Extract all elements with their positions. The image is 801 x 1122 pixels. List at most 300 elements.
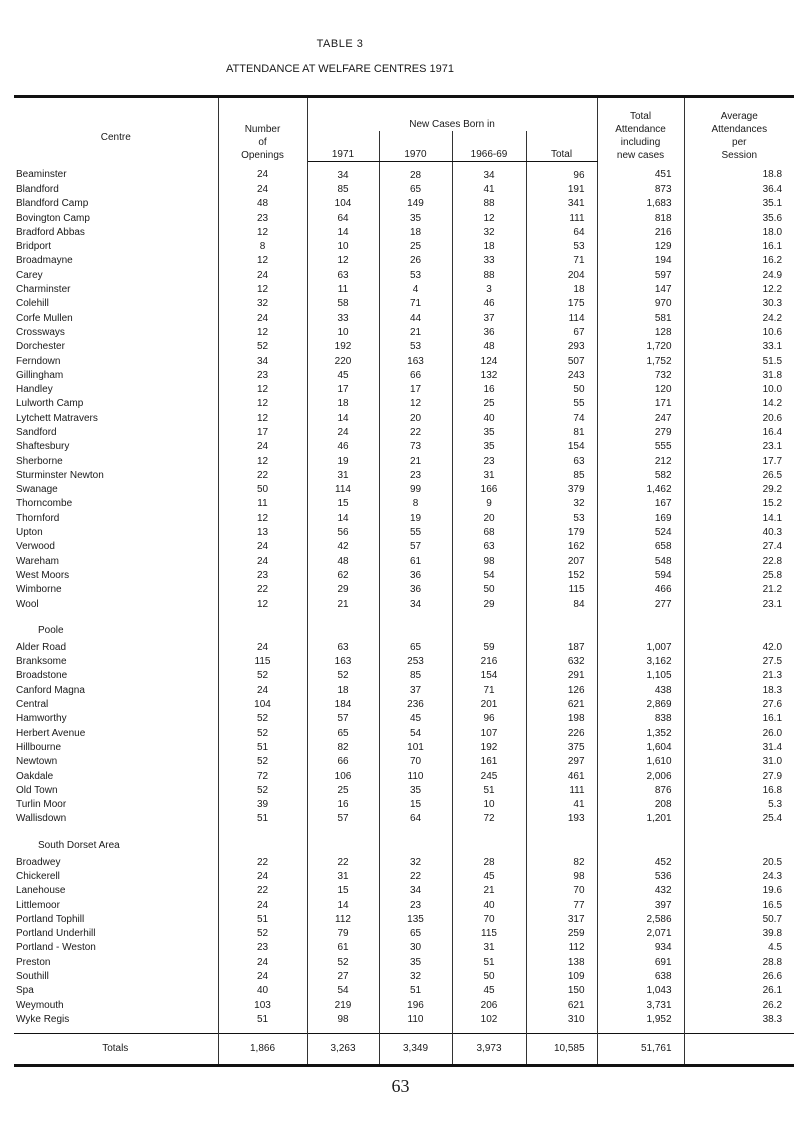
cell-centre: Old Town xyxy=(14,783,218,797)
table-row xyxy=(14,884,794,898)
cell-y1966: 32 xyxy=(452,225,526,239)
cell-openings: 52 xyxy=(218,726,307,740)
cell-average: 10.0 xyxy=(762,384,783,396)
cell-y1966: 102 xyxy=(452,1012,526,1026)
cell-y1970: 35 xyxy=(379,211,452,225)
cell-average: 40.3 xyxy=(762,527,783,539)
cell-openings: 24 xyxy=(218,955,307,969)
cell-y1971: 46 xyxy=(307,440,379,454)
cell-attendance: 1,462 xyxy=(597,483,684,497)
cell-y1971: 19 xyxy=(307,454,379,468)
cell-centre: Wyke Regis xyxy=(14,1012,218,1026)
cell-y1971: 14 xyxy=(307,225,379,239)
cell-y1971: 54 xyxy=(307,984,379,998)
cell-centre: Canford Magna xyxy=(14,683,218,697)
cell-y1966: 33 xyxy=(452,254,526,268)
cell-centre: Dorchester xyxy=(14,340,218,354)
cell-centre: Portland Underhill xyxy=(14,927,218,941)
section-row xyxy=(14,611,794,640)
cell-openings: 22 xyxy=(218,583,307,597)
cell-openings: 12 xyxy=(218,411,307,425)
cell-y1970: 53 xyxy=(379,268,452,282)
table-row xyxy=(14,225,794,239)
cell-y1970: 21 xyxy=(379,454,452,468)
cell-attendance: 169 xyxy=(597,511,684,525)
cell-y1971: 52 xyxy=(307,955,379,969)
cell-average: 15.2 xyxy=(762,498,783,510)
page-number: 63 xyxy=(391,1076,410,1096)
cell-centre: Sherborne xyxy=(14,454,218,468)
cell-average: 27.9 xyxy=(762,770,783,782)
cell-y1970: 65 xyxy=(379,640,452,654)
total-y1966: 3,973 xyxy=(452,1033,526,1065)
cell-attendance: 597 xyxy=(597,268,684,282)
cell-openings: 23 xyxy=(218,211,307,225)
total-centre: Totals xyxy=(14,1033,218,1065)
cell-attendance: 524 xyxy=(597,525,684,539)
cell-centre: Upton xyxy=(14,525,218,539)
cell-y1966: 98 xyxy=(452,554,526,568)
table-row xyxy=(14,797,794,811)
table-row xyxy=(14,282,794,296)
cell-average: 26.6 xyxy=(762,971,783,983)
cell-openings: 12 xyxy=(218,325,307,339)
cell-average: 18.0 xyxy=(762,226,783,238)
cell-openings: 22 xyxy=(218,468,307,482)
cell-y1966: 154 xyxy=(452,669,526,683)
cell-openings: 51 xyxy=(218,812,307,826)
cell-total: 154 xyxy=(526,440,597,454)
cell-y1966: 9 xyxy=(452,497,526,511)
table-row xyxy=(14,869,794,883)
cell-y1971: 163 xyxy=(307,655,379,669)
cell-average: 16.8 xyxy=(762,784,783,796)
cell-attendance: 876 xyxy=(597,783,684,797)
cell-centre: Portland - Weston xyxy=(14,941,218,955)
header-total: Total xyxy=(526,131,597,162)
cell-y1966: 245 xyxy=(452,769,526,783)
cell-openings: 51 xyxy=(218,1012,307,1026)
cell-y1966: 70 xyxy=(452,912,526,926)
cell-centre: Wareham xyxy=(14,554,218,568)
cell-openings: 48 xyxy=(218,197,307,211)
cell-average: 16.4 xyxy=(762,426,783,438)
cell-y1971: 63 xyxy=(307,640,379,654)
cell-y1970: 22 xyxy=(379,869,452,883)
cell-average: 35.1 xyxy=(762,198,783,210)
table-row xyxy=(14,955,794,969)
cell-y1966: 54 xyxy=(452,568,526,582)
cell-attendance: 594 xyxy=(597,568,684,582)
cell-y1970: 21 xyxy=(379,325,452,339)
cell-attendance: 873 xyxy=(597,182,684,196)
cell-y1970: 253 xyxy=(379,655,452,669)
cell-attendance: 1,201 xyxy=(597,812,684,826)
cell-average: 25.4 xyxy=(762,813,783,825)
cell-total: 152 xyxy=(526,568,597,582)
cell-attendance: 216 xyxy=(597,225,684,239)
cell-y1966: 23 xyxy=(452,454,526,468)
cell-y1971: 25 xyxy=(307,783,379,797)
cell-openings: 32 xyxy=(218,297,307,311)
table-row xyxy=(14,254,794,268)
cell-attendance: 1,952 xyxy=(597,1012,684,1026)
cell-total: 621 xyxy=(526,697,597,711)
cell-openings: 24 xyxy=(218,162,307,183)
table-row xyxy=(14,683,794,697)
cell-total: 310 xyxy=(526,1012,597,1026)
table-row xyxy=(14,468,794,482)
cell-average: 30.3 xyxy=(762,298,783,310)
table-row xyxy=(14,311,794,325)
total-y1970: 3,349 xyxy=(379,1033,452,1065)
cell-openings: 22 xyxy=(218,884,307,898)
cell-y1970: 35 xyxy=(379,783,452,797)
cell-y1966: 40 xyxy=(452,898,526,912)
cell-total: 293 xyxy=(526,340,597,354)
cell-total: 198 xyxy=(526,712,597,726)
cell-total: 297 xyxy=(526,755,597,769)
cell-centre: Spa xyxy=(14,984,218,998)
cell-y1970: 45 xyxy=(379,712,452,726)
cell-openings: 23 xyxy=(218,568,307,582)
cell-openings: 72 xyxy=(218,769,307,783)
cell-attendance: 432 xyxy=(597,884,684,898)
cell-total: 112 xyxy=(526,941,597,955)
cell-y1971: 82 xyxy=(307,740,379,754)
cell-openings: 50 xyxy=(218,483,307,497)
cell-y1970: 15 xyxy=(379,797,452,811)
cell-centre: Hillbourne xyxy=(14,740,218,754)
cell-openings: 22 xyxy=(218,855,307,869)
cell-total: 55 xyxy=(526,397,597,411)
total-total: 10,585 xyxy=(526,1033,597,1065)
cell-y1970: 23 xyxy=(379,898,452,912)
cell-y1971: 14 xyxy=(307,511,379,525)
cell-centre: Bradford Abbas xyxy=(14,225,218,239)
cell-y1971: 106 xyxy=(307,769,379,783)
cell-y1970: 32 xyxy=(379,969,452,983)
total-openings: 1,866 xyxy=(218,1033,307,1065)
cell-y1971: 61 xyxy=(307,941,379,955)
table-row xyxy=(14,268,794,282)
cell-total: 50 xyxy=(526,382,597,396)
table-body xyxy=(14,162,794,1066)
cell-y1970: 54 xyxy=(379,726,452,740)
table-number: TABLE 3 xyxy=(316,38,364,50)
cell-average: 16.2 xyxy=(762,255,783,267)
cell-y1966: 3 xyxy=(452,282,526,296)
header-total-attendance: Total Attendance including new cases xyxy=(597,97,684,162)
table-row xyxy=(14,984,794,998)
cell-total: 111 xyxy=(526,783,597,797)
cell-attendance: 2,586 xyxy=(597,912,684,926)
table-title: ATTENDANCE AT WELFARE CENTRES 1971 xyxy=(225,63,454,75)
cell-attendance: 934 xyxy=(597,941,684,955)
cell-y1966: 36 xyxy=(452,325,526,339)
cell-total: 150 xyxy=(526,984,597,998)
cell-y1970: 12 xyxy=(379,397,452,411)
cell-attendance: 3,731 xyxy=(597,998,684,1012)
cell-y1971: 62 xyxy=(307,568,379,582)
cell-attendance: 452 xyxy=(597,855,684,869)
cell-openings: 24 xyxy=(218,898,307,912)
cell-y1970: 61 xyxy=(379,554,452,568)
cell-y1970: 73 xyxy=(379,440,452,454)
cell-y1966: 161 xyxy=(452,755,526,769)
cell-average: 26.0 xyxy=(762,727,783,739)
cell-average: 25.8 xyxy=(762,569,783,581)
cell-attendance: 129 xyxy=(597,239,684,253)
cell-y1971: 57 xyxy=(307,712,379,726)
cell-total: 71 xyxy=(526,254,597,268)
table-row xyxy=(14,969,794,983)
cell-y1966: 216 xyxy=(452,655,526,669)
cell-attendance: 438 xyxy=(597,683,684,697)
cell-centre: Wallisdown xyxy=(14,812,218,826)
cell-total: 621 xyxy=(526,998,597,1012)
cell-y1971: 45 xyxy=(307,368,379,382)
cell-centre: Broadwey xyxy=(14,855,218,869)
cell-average: 26.2 xyxy=(762,999,783,1011)
cell-average: 27.4 xyxy=(762,541,783,553)
cell-total: 18 xyxy=(526,282,597,296)
cell-attendance: 1,007 xyxy=(597,640,684,654)
cell-y1970: 55 xyxy=(379,525,452,539)
cell-attendance: 208 xyxy=(597,797,684,811)
cell-total: 109 xyxy=(526,969,597,983)
section-label: South Dorset Area xyxy=(14,826,218,855)
cell-attendance: 247 xyxy=(597,411,684,425)
cell-y1971: 10 xyxy=(307,239,379,253)
cell-y1970: 66 xyxy=(379,368,452,382)
cell-y1966: 28 xyxy=(452,855,526,869)
table-row xyxy=(14,597,794,611)
cell-y1971: 15 xyxy=(307,884,379,898)
cell-total: 63 xyxy=(526,454,597,468)
cell-centre: Thorncombe xyxy=(14,497,218,511)
table-row xyxy=(14,640,794,654)
cell-y1970: 64 xyxy=(379,812,452,826)
cell-y1970: 44 xyxy=(379,311,452,325)
cell-openings: 51 xyxy=(218,740,307,754)
cell-openings: 52 xyxy=(218,712,307,726)
cell-attendance: 1,043 xyxy=(597,984,684,998)
cell-attendance: 128 xyxy=(597,325,684,339)
cell-attendance: 970 xyxy=(597,297,684,311)
cell-y1970: 34 xyxy=(379,884,452,898)
cell-average: 10.6 xyxy=(762,326,783,338)
cell-y1966: 206 xyxy=(452,998,526,1012)
table-row xyxy=(14,382,794,396)
cell-y1966: 124 xyxy=(452,354,526,368)
cell-openings: 11 xyxy=(218,497,307,511)
cell-y1966: 45 xyxy=(452,869,526,883)
table-row xyxy=(14,568,794,582)
cell-y1970: 71 xyxy=(379,297,452,311)
table-row xyxy=(14,182,794,196)
cell-openings: 115 xyxy=(218,655,307,669)
cell-y1970: 236 xyxy=(379,697,452,711)
table-row xyxy=(14,340,794,354)
cell-openings: 103 xyxy=(218,998,307,1012)
cell-centre: Handley xyxy=(14,382,218,396)
cell-y1971: 17 xyxy=(307,382,379,396)
cell-total: 243 xyxy=(526,368,597,382)
cell-y1971: 16 xyxy=(307,797,379,811)
cell-y1971: 22 xyxy=(307,855,379,869)
cell-y1971: 18 xyxy=(307,683,379,697)
cell-total: 632 xyxy=(526,655,597,669)
cell-average: 18.8 xyxy=(762,169,783,181)
cell-y1966: 72 xyxy=(452,812,526,826)
cell-average: 27.6 xyxy=(762,699,783,711)
cell-openings: 40 xyxy=(218,984,307,998)
cell-y1970: 20 xyxy=(379,411,452,425)
cell-total: 115 xyxy=(526,583,597,597)
cell-average: 18.3 xyxy=(762,684,783,696)
cell-y1970: 25 xyxy=(379,239,452,253)
table-row xyxy=(14,525,794,539)
cell-centre: Oakdale xyxy=(14,769,218,783)
cell-average: 16.5 xyxy=(762,899,783,911)
cell-y1970: 149 xyxy=(379,197,452,211)
cell-centre: Gillingham xyxy=(14,368,218,382)
cell-attendance: 555 xyxy=(597,440,684,454)
table-row xyxy=(14,368,794,382)
cell-openings: 34 xyxy=(218,354,307,368)
cell-y1966: 21 xyxy=(452,884,526,898)
cell-average: 26.1 xyxy=(762,985,783,997)
cell-y1971: 58 xyxy=(307,297,379,311)
cell-attendance: 818 xyxy=(597,211,684,225)
table-row xyxy=(14,740,794,754)
table-row xyxy=(14,941,794,955)
cell-y1966: 107 xyxy=(452,726,526,740)
cell-y1966: 48 xyxy=(452,340,526,354)
header-new-cases: New Cases Born in xyxy=(307,97,597,132)
cell-y1971: 31 xyxy=(307,468,379,482)
table-row xyxy=(14,554,794,568)
cell-attendance: 194 xyxy=(597,254,684,268)
cell-total: 193 xyxy=(526,812,597,826)
cell-y1971: 29 xyxy=(307,583,379,597)
cell-centre: Verwood xyxy=(14,540,218,554)
table-row xyxy=(14,239,794,253)
cell-y1966: 115 xyxy=(452,927,526,941)
cell-total: 114 xyxy=(526,311,597,325)
cell-average: 12.2 xyxy=(762,284,783,296)
table-row xyxy=(14,998,794,1012)
cell-y1971: 192 xyxy=(307,340,379,354)
cell-y1971: 10 xyxy=(307,325,379,339)
cell-y1970: 99 xyxy=(379,483,452,497)
header-1966-69: 1966-69 xyxy=(452,131,526,162)
cell-centre: Lanehouse xyxy=(14,884,218,898)
cell-y1971: 33 xyxy=(307,311,379,325)
cell-average: 14.2 xyxy=(762,398,783,410)
cell-centre: Sturminster Newton xyxy=(14,468,218,482)
cell-centre: Bridport xyxy=(14,239,218,253)
cell-centre: Blandford Camp xyxy=(14,197,218,211)
cell-y1966: 88 xyxy=(452,268,526,282)
cell-total: 291 xyxy=(526,669,597,683)
cell-total: 379 xyxy=(526,483,597,497)
cell-openings: 23 xyxy=(218,368,307,382)
cell-average: 20.5 xyxy=(762,856,783,868)
cell-y1971: 24 xyxy=(307,425,379,439)
cell-attendance: 732 xyxy=(597,368,684,382)
cell-y1966: 201 xyxy=(452,697,526,711)
table-row xyxy=(14,540,794,554)
cell-centre: Charminster xyxy=(14,282,218,296)
cell-y1966: 50 xyxy=(452,969,526,983)
cell-y1971: 18 xyxy=(307,397,379,411)
cell-attendance: 581 xyxy=(597,311,684,325)
cell-centre: Beaminster xyxy=(14,162,218,183)
cell-y1971: 14 xyxy=(307,411,379,425)
header-openings: Number of Openings xyxy=(218,97,307,162)
cell-openings: 24 xyxy=(218,683,307,697)
cell-centre: Lytchett Matravers xyxy=(14,411,218,425)
cell-y1966: 68 xyxy=(452,525,526,539)
cell-attendance: 451 xyxy=(597,162,684,183)
cell-attendance: 2,869 xyxy=(597,697,684,711)
cell-y1971: 114 xyxy=(307,483,379,497)
cell-attendance: 277 xyxy=(597,597,684,611)
table-row xyxy=(14,425,794,439)
cell-y1970: 28 xyxy=(379,162,452,183)
cell-openings: 24 xyxy=(218,268,307,282)
cell-centre: Herbert Avenue xyxy=(14,726,218,740)
cell-average: 16.1 xyxy=(762,713,783,725)
cell-y1971: 66 xyxy=(307,755,379,769)
cell-centre: Chickerell xyxy=(14,869,218,883)
cell-y1971: 31 xyxy=(307,869,379,883)
cell-total: 85 xyxy=(526,468,597,482)
cell-average: 31.4 xyxy=(762,741,783,753)
table-row xyxy=(14,440,794,454)
cell-y1970: 135 xyxy=(379,912,452,926)
cell-openings: 24 xyxy=(218,554,307,568)
cell-average: 24.9 xyxy=(762,269,783,281)
table-row xyxy=(14,855,794,869)
table-row xyxy=(14,697,794,711)
cell-average: 28.8 xyxy=(762,956,783,968)
cell-y1966: 34 xyxy=(452,162,526,183)
cell-y1970: 36 xyxy=(379,583,452,597)
cell-y1971: 64 xyxy=(307,211,379,225)
table-row xyxy=(14,769,794,783)
cell-centre: Hamworthy xyxy=(14,712,218,726)
cell-y1971: 63 xyxy=(307,268,379,282)
cell-openings: 24 xyxy=(218,182,307,196)
cell-y1970: 23 xyxy=(379,468,452,482)
cell-attendance: 1,683 xyxy=(597,197,684,211)
cell-openings: 24 xyxy=(218,869,307,883)
cell-attendance: 212 xyxy=(597,454,684,468)
cell-y1966: 46 xyxy=(452,297,526,311)
cell-y1966: 35 xyxy=(452,440,526,454)
table-row xyxy=(14,454,794,468)
cell-average: 26.5 xyxy=(762,469,783,481)
cell-total: 207 xyxy=(526,554,597,568)
cell-average: 39.8 xyxy=(762,928,783,940)
cell-total: 53 xyxy=(526,511,597,525)
cell-y1966: 63 xyxy=(452,540,526,554)
table-row xyxy=(14,812,794,826)
cell-total: 32 xyxy=(526,497,597,511)
